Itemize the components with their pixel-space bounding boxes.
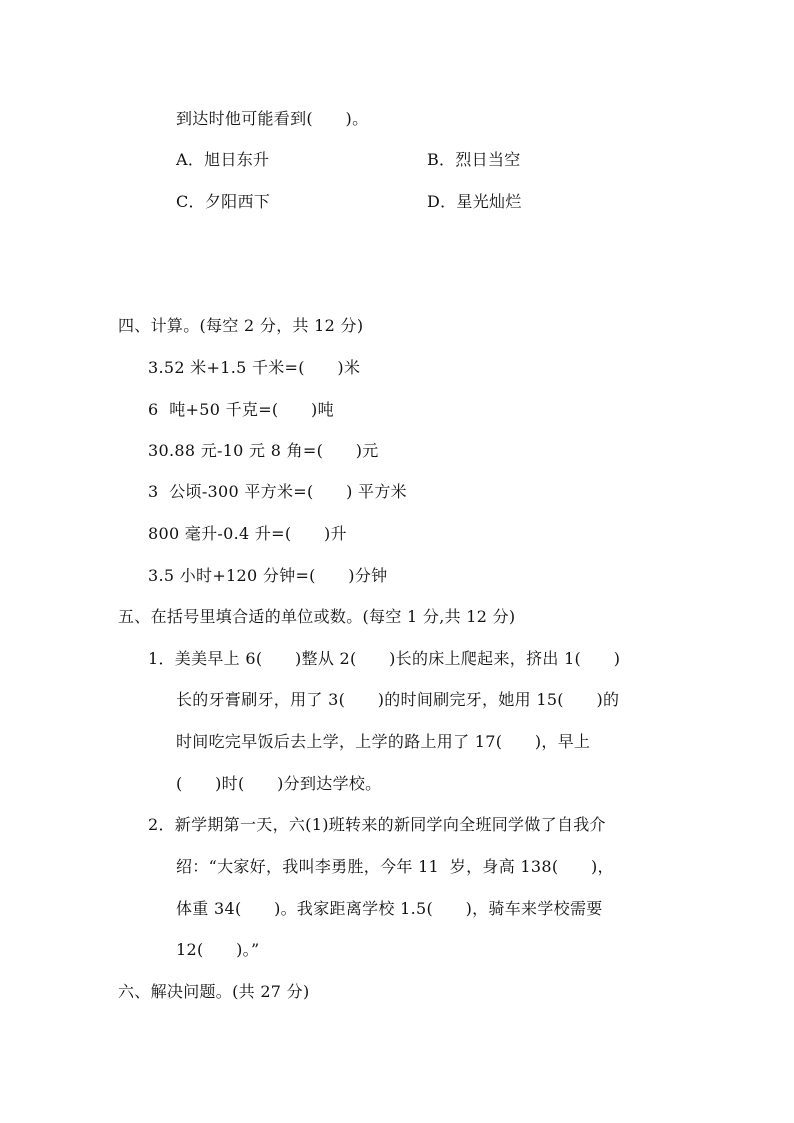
section5-q2-line-1: 2．新学期第一天，六(1)班转来的新同学向全班同学做了自我介 <box>148 815 606 834</box>
section5-q2-line-2: 绍：“大家好，我叫李勇胜，今年 11 岁，身高 138( )， <box>176 857 614 876</box>
section5-q1-line-1: 1．美美早上 6( )整从 2( )长的床上爬起来，挤出 1( ) <box>148 649 621 668</box>
section5-q2-line-3: 体重 34( )。我家距离学校 1.5( )，骑车来学校需要 <box>176 899 603 918</box>
q3-tail-text: 到达时他可能看到( )。 <box>176 109 369 128</box>
section4-item-6: 3.5 小时+120 分钟=( )分钟 <box>148 566 388 585</box>
section5-q1-line-4: ( )时( )分到达学校。 <box>176 774 382 793</box>
section4-title: 四、计算。(每空 2 分，共 12 分) <box>118 316 364 335</box>
section4-item-1: 3.52 米+1.5 千米=( )米 <box>148 358 361 377</box>
section4-item-3: 30.88 元-10 元 8 角=( )元 <box>148 441 379 460</box>
q3-option-a: A．旭日东升 <box>176 150 270 169</box>
section5-title: 五、在括号里填合适的单位或数。(每空 1 分,共 12 分) <box>118 607 516 626</box>
q3-option-d: D．星光灿烂 <box>427 192 522 211</box>
section4-item-4: 3 公顷-300 平方米=( ) 平方米 <box>148 482 407 501</box>
section6-title: 六、解决问题。(共 27 分) <box>118 982 310 1001</box>
section5-q1-line-3: 时间吃完早饭后去上学，上学的路上用了 17( )，早上 <box>176 732 591 751</box>
section5-q2-line-4: 12( )。” <box>176 940 260 959</box>
section5-q1-line-2: 长的牙膏刷牙，用了 3( )的时间刷完牙，她用 15( )的 <box>176 690 620 709</box>
q3-option-c: C．夕阳西下 <box>176 192 271 211</box>
section4-item-5: 800 毫升-0.4 升=( )升 <box>148 524 347 543</box>
section4-item-2: 6 吨+50 千克=( )吨 <box>148 400 334 419</box>
q3-option-b: B．烈日当空 <box>427 150 521 169</box>
